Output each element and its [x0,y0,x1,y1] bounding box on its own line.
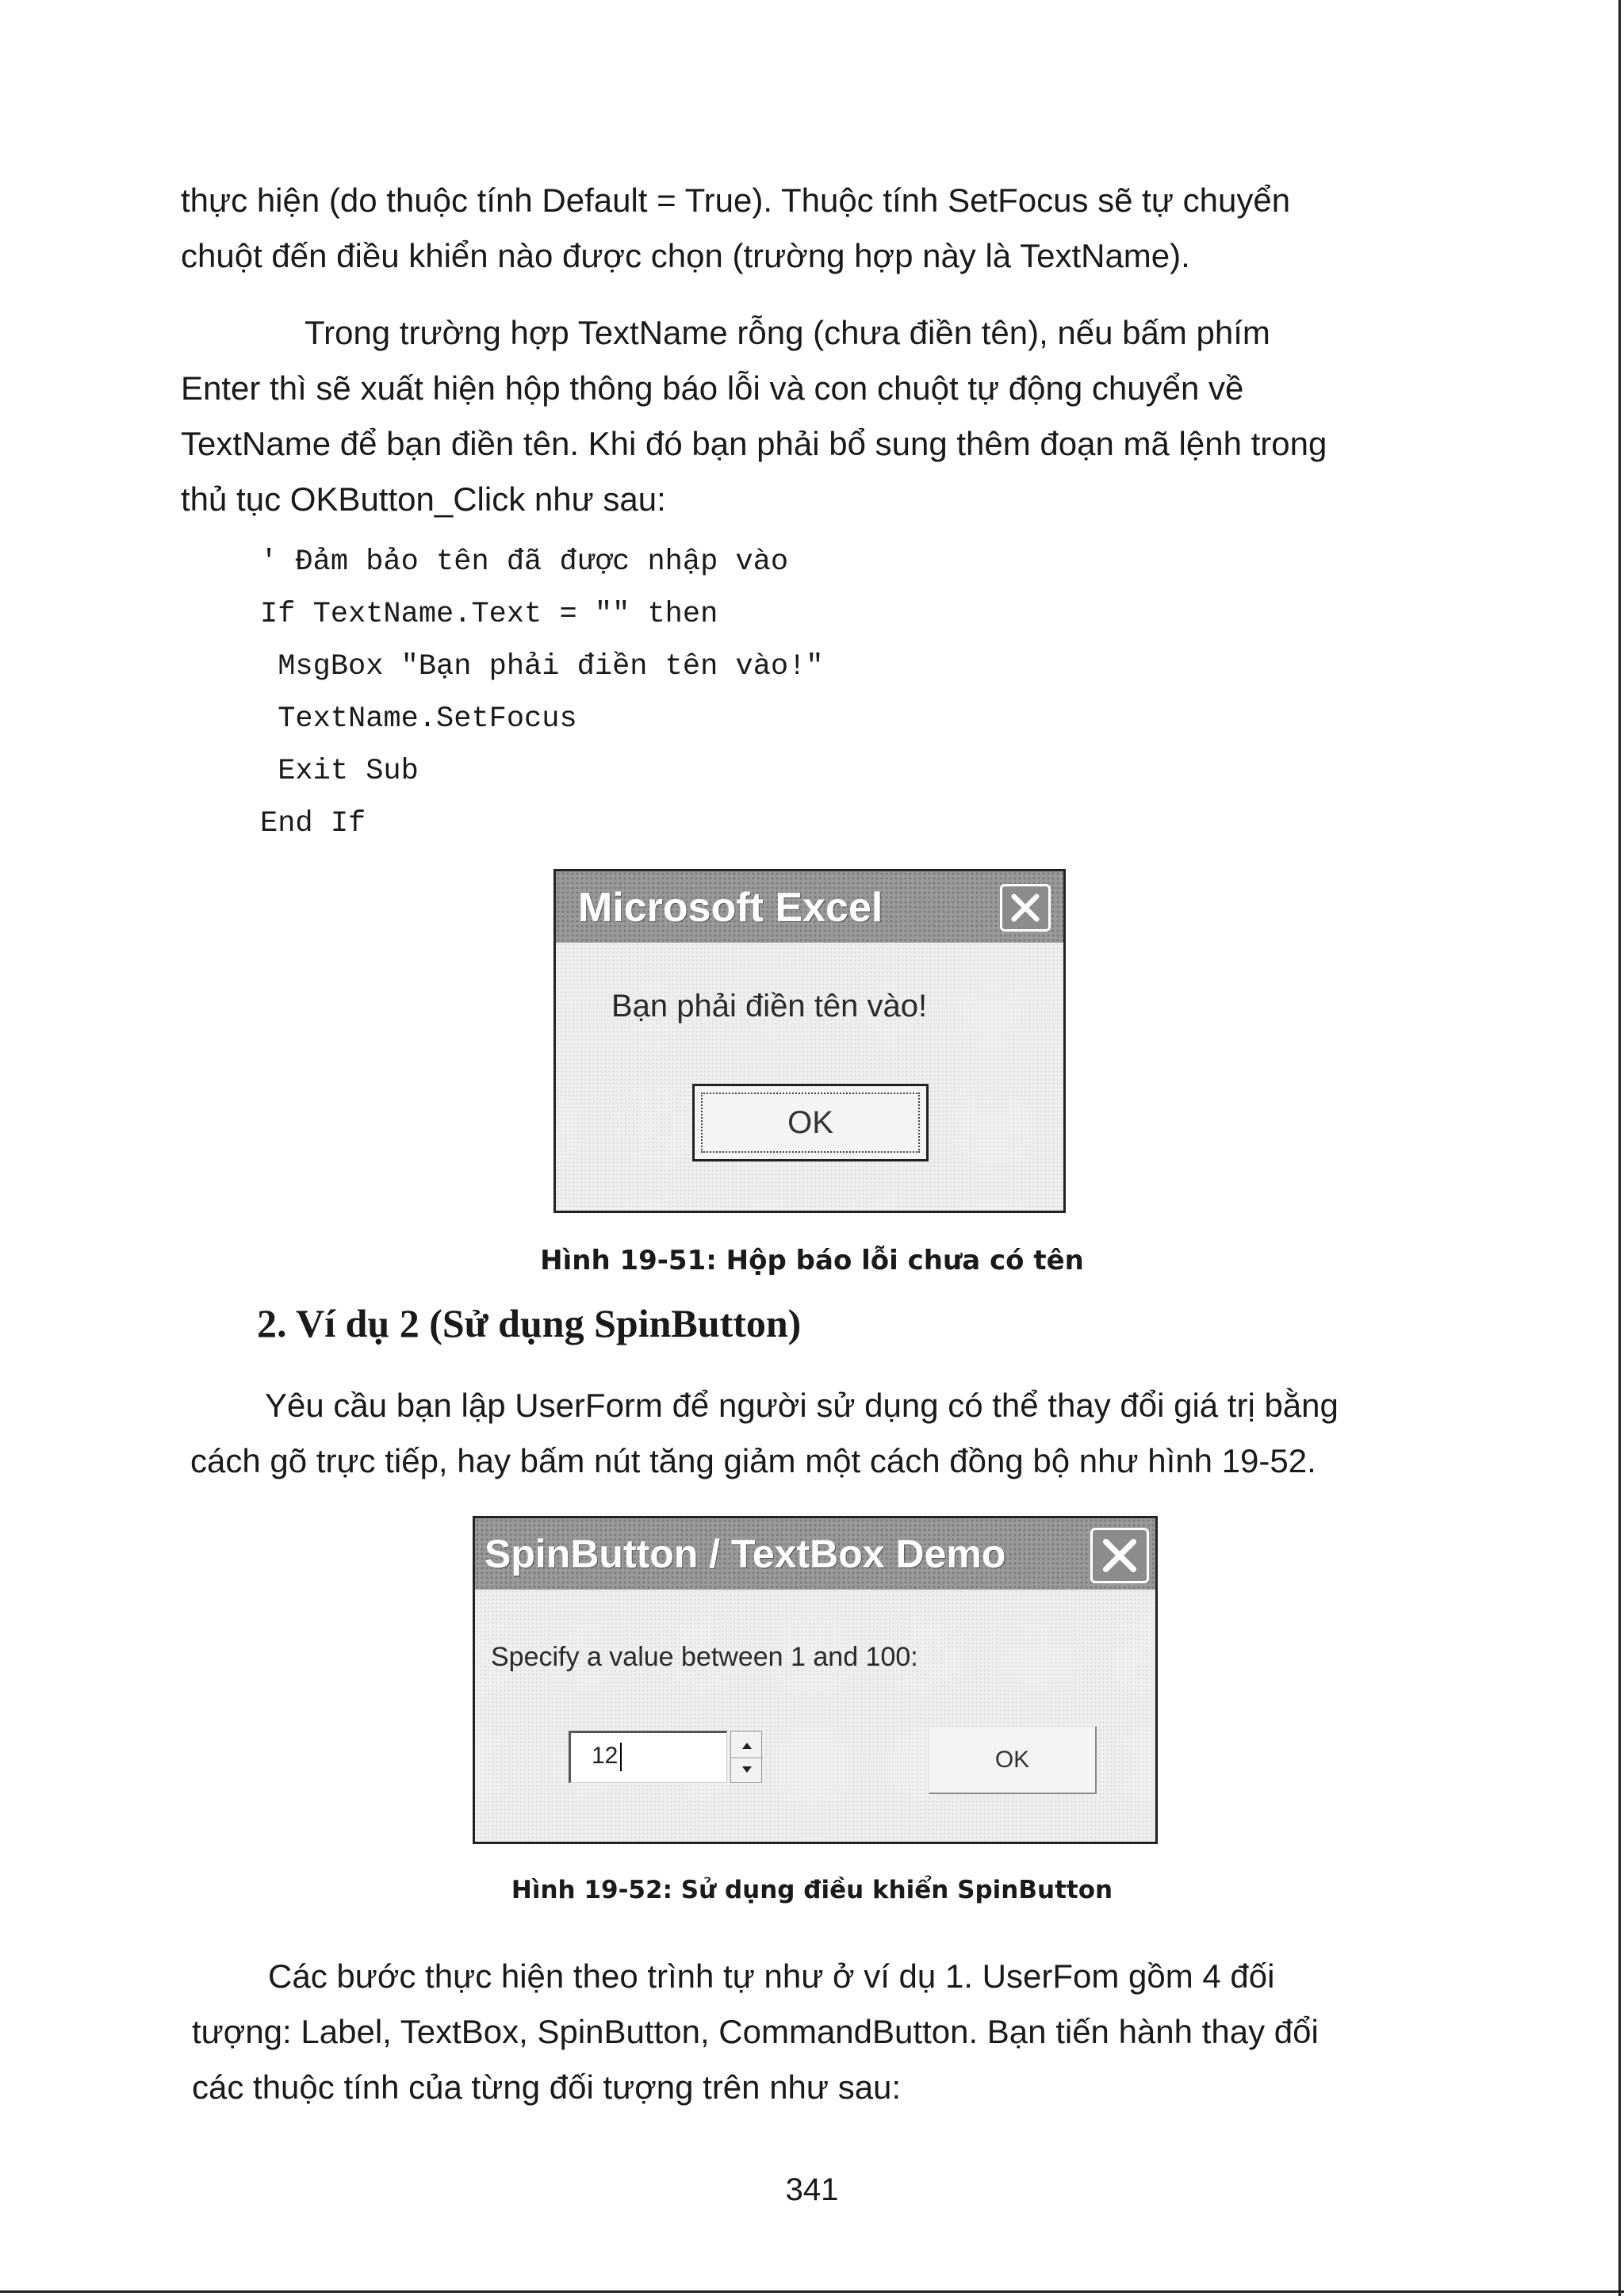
paragraph-line: TextName để bạn điền tên. Khi đó bạn phải bổ sung thêm đoạn mã lệnh trong [181,425,1327,462]
close-icon[interactable] [1000,884,1051,932]
paragraph-line: tượng: Label, TextBox, SpinButton, CommandButton. Bạn tiến hành thay đổi [192,2013,1319,2050]
dialog-title-bar [475,1518,1155,1590]
value-label: Specify a value between 1 and 100: [491,1642,918,1672]
figure-caption: Hình 19-51: Hộp báo lỗi chưa có tên [540,1245,1084,1276]
code-line: TextName.SetFocus [260,702,577,736]
code-line: If TextName.Text = "" then [260,598,718,631]
code-block [260,536,1053,850]
msgbox-message: Bạn phải điền tên vào! [611,989,928,1024]
code-line: Exit Sub [260,755,419,788]
msgbox-dialog [553,869,1066,1213]
paragraph-line: các thuộc tính của từng đối tượng trên như sau: [192,2068,902,2106]
paragraph-line: Enter thì sẽ xuất hiện hộp thông báo lỗi và con chuột tự động chuyển về [181,369,1244,407]
code-line: ' Đảm bảo tên đã được nhập vào [260,545,789,579]
msgbox-title: Microsoft Excel [578,885,883,931]
spin-button[interactable] [730,1731,762,1783]
page-number: 341 [785,2172,839,2207]
paragraph-line: thực hiện (do thuộc tính Default = True). Thuộc tính SetFocus sẽ tự chuyển [181,182,1291,219]
focus-ring [701,1093,920,1153]
msgbox-title-bar [556,871,1063,943]
dialog-title: SpinButton / TextBox Demo [485,1532,1006,1576]
textbox-value: 12 [592,1743,619,1769]
ok-button-label: OK [994,1746,1030,1773]
page-edge-bottom [0,2290,1624,2293]
close-icon[interactable] [1090,1528,1149,1583]
ok-button[interactable] [692,1084,929,1161]
paragraph-line: chuột đến điều khiển nào được chọn (trường hợp này là TextName). [181,237,1190,274]
text-cursor [620,1743,622,1771]
paragraph-line: thủ tục OKButton_Click như sau: [181,480,666,518]
code-line: End If [260,807,366,840]
paragraph-line: Trong trường hợp TextName rỗng (chưa điền tên), nếu bấm phím [304,314,1270,351]
code-line: MsgBox "Bạn phải điền tên vào!" [260,650,824,683]
ok-button-label: OK [787,1104,833,1140]
spin-arrows-icon [731,1732,763,1784]
paragraph-line: cách gõ trực tiếp, hay bấm nút tăng giảm một cách đồng bộ như hình 19-52. [190,1442,1316,1479]
page-edge-right [1618,0,1621,2296]
section-heading: 2. Ví dụ 2 (Sử dụng SpinButton) [257,1301,802,1345]
paragraph-line: Yêu cầu bạn lập UserForm để người sử dụng có thể thay đổi giá trị bằng [265,1387,1339,1424]
figure-caption: Hình 19-52: Sử dụng điều khiển SpinButton [511,1876,1113,1904]
paragraph-line: Các bước thực hiện theo trình tự như ở ví dụ 1. UserFom gồm 4 đối [268,1957,1275,1995]
ok-button[interactable] [929,1726,1097,1794]
value-textbox[interactable] [569,1731,727,1783]
spinbutton-dialog [473,1516,1158,1844]
